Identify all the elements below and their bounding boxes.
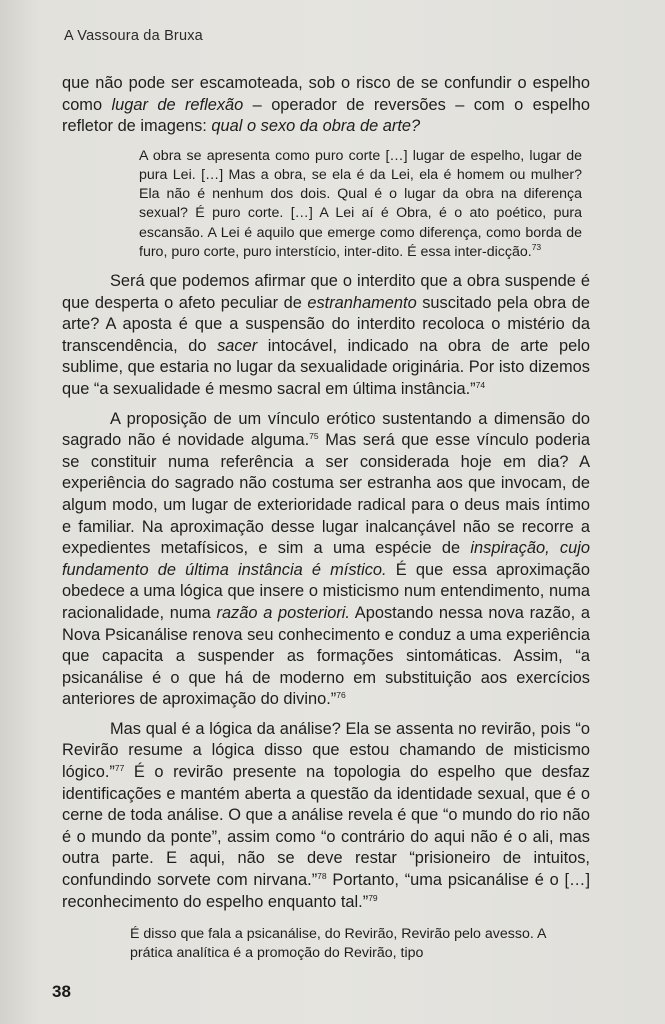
italic-run: razão a posteriori.	[216, 603, 350, 622]
page-body	[62, 73, 590, 973]
text-run: É o revirão presente na topologia do espelho que desfaz identificações e mantém aberta a questão da identidade sexual, que é o cerne de toda análise. O que a análise revela é que “o mundo do rio não é o mundo da ponte”, assim como “o contrário do aqui não é o ali, mas outra parte. E aqui, não se deve restar “prisioneiro de intuitos, confundindo sorvete com nirvana.”	[62, 763, 590, 890]
text-run: Mas será que esse vínculo poderia se constituir numa referência a ser considerada hoje em dia? A experiência do sagrado não costuma ser estranha aos que invocam, de algum modo, um lugar de exterioridade radical para o deus mais íntimo e familiar. Na aproximação desse lugar inalcançável não se recorre a expedientes metafísicos, e sim a uma espécie de	[62, 431, 590, 558]
text-run: – operador de reversões – com o espelho refletor de imagens:	[62, 95, 590, 136]
text-run: Portanto, “uma psicanálise é o […] reconhecimento do espelho enquanto tal.”	[62, 871, 590, 911]
text-run: Será que podemos afirmar que o interdito que a obra suspende é que desperta o afeto peculiar de	[62, 272, 590, 312]
quote-text: É disso que fala a psicanálise, do Revirão, Revirão pelo avesso. A prática analítica é a promoção do Revirão, tipo	[130, 926, 546, 962]
text-run: A proposição de um vínculo erótico sustentando a dimensão do sagrado não é novidade alguma.	[62, 409, 590, 450]
footnote-ref-78: 78	[317, 871, 327, 882]
footnote-ref-73: 73	[531, 241, 542, 252]
text-run: suscitado pela obra de arte? A aposta é que a suspensão do interdito recoloca o mistério da transcendência, do	[62, 293, 590, 355]
paragraph-2	[62, 271, 590, 401]
page-number: 38	[52, 982, 71, 1001]
running-title: A Vassoura da Bruxa	[64, 28, 203, 44]
italic-run: sacer	[217, 336, 258, 355]
italic-run: inspiração, cujo fundamento de última instância é místico.	[62, 539, 590, 579]
italic-run: lugar de reflexão	[111, 95, 244, 114]
text-run: É que essa aproximação obedece a uma lógica que insere o misticismo num entendimento, numa racionalidade, numa	[62, 560, 590, 622]
quote-text: A obra se apresenta como puro corte […] lugar de espelho, lugar de pura Lei. […] Mas a obra, se ela é da Lei, ela é homem ou mulher? Ela não é nenhum dos dois. Qual é o lugar da obra na diferença sexual? É puro corte. […] A Lei aí é Obra, é o ato poético, pura escansão. A Lei é aquilo que emerge como diferença, como borda de furo, puro corte, puro interstício, inter-dito. É essa inter-dicção.	[139, 147, 582, 260]
italic-run: qual o sexo da obra de arte?	[211, 117, 421, 136]
paragraph-1	[62, 73, 590, 138]
text-run: Mas qual é a lógica da análise? Ela se assenta no revirão, pois “o Revirão resume a lógica disso que estou chamando de misticismo lógico.”	[62, 719, 590, 782]
footnote-ref-75: 75	[309, 431, 319, 442]
block-quote-2	[130, 925, 573, 963]
footnote-ref-79: 79	[368, 892, 378, 903]
block-quote-1	[139, 147, 582, 262]
paragraph-4	[62, 719, 590, 913]
text-run: intocável, indicado na obra de arte pelo sublime, que estaria no lugar da sexualidade originária. Por isto dizemos que “a sexualidade é mesmo sacral em última instância.”	[62, 336, 590, 398]
footnote-ref-77: 77	[114, 763, 125, 774]
footnote-ref-76: 76	[336, 690, 346, 701]
text-run: Apostando nessa nova razão, a Nova Psicanálise renova seu conhecimento e conduz a uma experiência que capacita a suspender as formações sintomáticas. Assim, “a psicanálise é o que há de moderno em substituição aos exercícios anteriores de aproximação do divino.”	[62, 603, 590, 709]
text-run: que não pode ser escamoteada, sob o risco de se confundir o espelho como	[62, 74, 590, 114]
italic-run: estranhamento	[307, 293, 417, 312]
footnote-ref-74: 74	[475, 379, 486, 390]
paragraph-3	[62, 409, 590, 711]
